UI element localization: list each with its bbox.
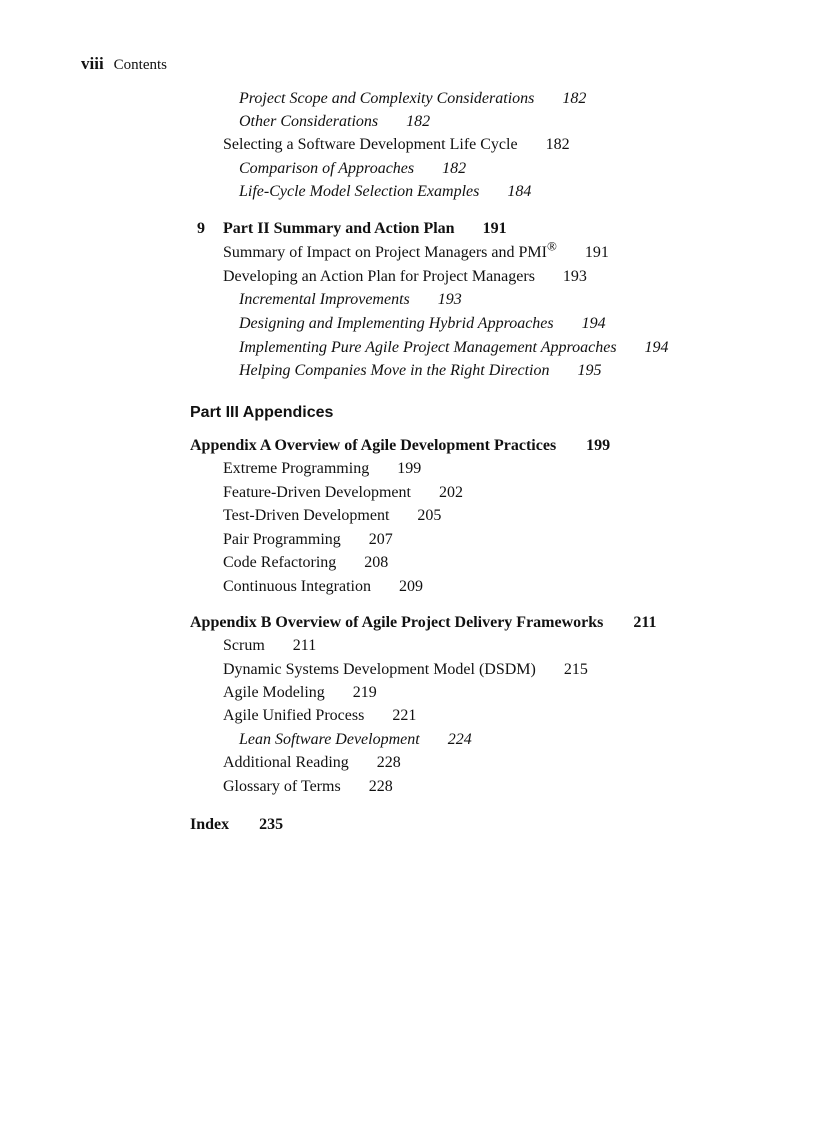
- index-entry[interactable]: [190, 815, 283, 835]
- toc-entry-page: 211: [292, 637, 317, 654]
- toc-entry-title: Additional Reading: [223, 754, 349, 771]
- index-page: 235: [259, 816, 284, 833]
- toc-entry-page: 191: [584, 244, 609, 261]
- appendix-title: Appendix A Overview of Agile Development Practices: [190, 437, 557, 454]
- toc-entry-page: 205: [417, 507, 442, 524]
- toc-entry-page: 184: [507, 183, 532, 200]
- toc-entry[interactable]: [223, 636, 316, 656]
- toc-entry-page: 193: [437, 291, 462, 308]
- toc-entry-page: 182: [406, 113, 431, 130]
- toc-entry[interactable]: [223, 267, 587, 287]
- part-heading: Part III Appendices: [190, 404, 334, 421]
- chapter-number: 9: [197, 220, 205, 237]
- toc-entry[interactable]: [223, 683, 377, 703]
- toc-entry[interactable]: [239, 89, 586, 109]
- toc-entry[interactable]: [223, 577, 423, 597]
- toc-entry-page: 195: [577, 362, 602, 379]
- toc-entry[interactable]: [223, 660, 588, 680]
- toc-entry-title: Glossary of Terms: [223, 778, 341, 795]
- toc-entry[interactable]: [239, 361, 601, 381]
- toc-entry-title: Lean Software Development: [239, 731, 420, 748]
- chapter-9-entry[interactable]: [197, 219, 507, 239]
- toc-entry-title: Agile Modeling: [223, 684, 325, 701]
- toc-entry[interactable]: [223, 459, 421, 479]
- appendix-a-entry[interactable]: [190, 436, 610, 456]
- toc-entry-title: Incremental Improvements: [239, 291, 410, 308]
- toc-entry-title: Feature-Driven Development: [223, 484, 411, 501]
- toc-entry[interactable]: [239, 290, 462, 310]
- toc-entry-page: 202: [438, 484, 463, 501]
- running-title: Contents: [113, 57, 168, 73]
- toc-entry-page: 207: [368, 531, 393, 548]
- toc-entry-title: Code Refactoring: [223, 554, 337, 571]
- toc-entry-title: Implementing Pure Agile Project Management Approaches: [239, 339, 617, 356]
- index-title: Index: [190, 816, 230, 833]
- toc-entry[interactable]: [239, 314, 606, 334]
- toc-entry-page: 182: [562, 90, 587, 107]
- toc-entry-title: Test-Driven Development: [223, 507, 390, 524]
- toc-entry[interactable]: [223, 553, 388, 573]
- toc-entry-title: Extreme Programming: [223, 460, 370, 477]
- toc-entry[interactable]: [223, 706, 416, 726]
- toc-entry[interactable]: [223, 506, 441, 526]
- toc-entry-title: Project Scope and Complexity Considerations: [239, 90, 535, 107]
- chapter-page: 191: [482, 220, 507, 237]
- toc-entry-page: 209: [398, 578, 423, 595]
- toc-entry-page: 221: [392, 707, 417, 724]
- toc-entry[interactable]: [223, 483, 463, 503]
- toc-entry-title: Agile Unified Process: [223, 707, 365, 724]
- toc-entry[interactable]: [223, 753, 401, 773]
- toc-entry[interactable]: [239, 112, 430, 132]
- toc-entry-page: 194: [644, 339, 669, 356]
- toc-entry-title: Continuous Integration: [223, 578, 371, 595]
- appendix-page: 211: [633, 614, 657, 631]
- toc-entry-page: 215: [563, 661, 588, 678]
- toc-entry[interactable]: [223, 530, 393, 550]
- toc-entry-title: Pair Programming: [223, 531, 341, 548]
- toc-entry[interactable]: [239, 730, 472, 750]
- page-number: viii: [81, 54, 104, 73]
- toc-entry-page: 228: [368, 778, 393, 795]
- toc-entry-page: 193: [562, 268, 587, 285]
- toc-entry-title: Helping Companies Move in the Right Direction: [239, 362, 550, 379]
- toc-entry[interactable]: [239, 182, 531, 202]
- toc-entry[interactable]: [223, 238, 609, 263]
- toc-entry-page: 199: [397, 460, 422, 477]
- toc-entry-title: Summary of Impact on Project Managers and PMI: [223, 244, 547, 261]
- toc-entry-page: 224: [447, 731, 472, 748]
- toc-entry[interactable]: [223, 135, 570, 155]
- appendix-b-entry[interactable]: [190, 613, 657, 633]
- toc-entry[interactable]: [223, 777, 393, 797]
- registered-mark: ®: [546, 238, 557, 254]
- toc-entry-page: 228: [376, 754, 401, 771]
- toc-entry-page: 182: [442, 160, 467, 177]
- toc-entry-title: Designing and Implementing Hybrid Approaches: [239, 315, 554, 332]
- toc-entry-page: 208: [364, 554, 389, 571]
- toc-entry-page: 219: [352, 684, 377, 701]
- toc-entry-title: Comparison of Approaches: [239, 160, 415, 177]
- toc-entry-page: 182: [545, 136, 570, 153]
- chapter-title: Part II Summary and Action Plan: [223, 220, 455, 237]
- toc-entry[interactable]: [239, 159, 466, 179]
- toc-entry-page: 194: [581, 315, 606, 332]
- toc-entry-title: Developing an Action Plan for Project Managers: [223, 268, 535, 285]
- toc-entry-title: Dynamic Systems Development Model (DSDM): [223, 661, 536, 678]
- appendix-title: Appendix B Overview of Agile Project Delivery Frameworks: [190, 614, 604, 631]
- toc-entry-title: Life-Cycle Model Selection Examples: [239, 183, 480, 200]
- running-header: [81, 54, 167, 74]
- toc-entry-title: Scrum: [223, 637, 265, 654]
- appendix-page: 199: [586, 437, 611, 454]
- toc-entry[interactable]: [239, 338, 669, 358]
- toc-entry-title: Selecting a Software Development Life Cycle: [223, 136, 518, 153]
- toc-entry-title: Other Considerations: [239, 113, 379, 130]
